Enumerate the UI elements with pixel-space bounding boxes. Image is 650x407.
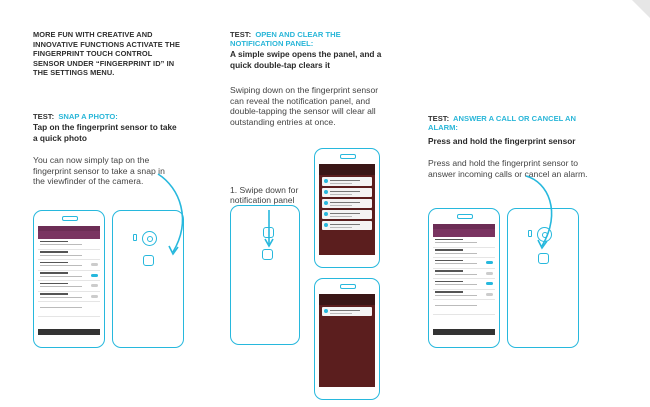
photo-test-prefix: TEST: (33, 112, 55, 121)
notification-cleared-screen (319, 294, 375, 387)
phone-notification-open (314, 148, 380, 268)
photo-subtitle: Tap on the fingerprint sensor to take a quick photo (33, 122, 177, 143)
call-subtitle: Press and hold the fingerprint sensor (428, 136, 576, 146)
phone-settings-screen-1 (33, 210, 105, 348)
settings-screen (38, 226, 100, 335)
page-corner (632, 0, 650, 18)
notification-panel-screen (319, 164, 375, 255)
notification-test-prefix: TEST: (230, 30, 252, 39)
earpiece-icon (457, 214, 473, 219)
notification-subtitle: A simple swipe opens the panel, and a quick double-tap clears it (230, 49, 382, 70)
phone-notification-cleared (314, 278, 380, 400)
settings-screen (433, 224, 495, 335)
call-test-prefix: TEST: (428, 114, 450, 123)
hold-arrow-icon (520, 172, 580, 262)
step-swipe-label: 1. Swipe down for notification panel (230, 185, 299, 206)
call-body: Press and hold the fingerprint sensor to answer incoming calls or cancel an alarm. (428, 158, 588, 179)
photo-body: You can now simply tap on the fingerprint sensor to take a snap in the viewfinder of the camera. (33, 155, 165, 187)
phone-settings-screen-2 (428, 208, 500, 348)
earpiece-icon (340, 284, 356, 289)
notification-body: Swiping down on the fingerprint sensor can reveal the notification panel, and double-tapping the sensor will clear all outstanding entries at once. (230, 85, 379, 127)
swipe-down-arrow-icon (257, 208, 281, 268)
photo-test-title: SNAP A PHOTO: (58, 112, 118, 121)
tap-arrow-icon (140, 170, 200, 270)
intro-heading: MORE FUN WITH CREATIVE AND INNOVATIVE FUNCTIONS ACTIVATE THE FINGERPRINT TOUCH CONTROL SENSOR UNDER “FINGERPRINT ID” IN THE SETTINGS MENU. (33, 30, 181, 78)
call-test-title: ANSWER A CALL OR CANCEL AN ALARM: (428, 114, 576, 132)
notification-test-heading (230, 30, 380, 48)
notification-test-title: OPEN AND CLEAR THE NOTIFICATION PANEL: (230, 30, 341, 48)
flash-icon (133, 234, 137, 241)
photo-test-heading (33, 112, 183, 121)
earpiece-icon (62, 216, 78, 221)
call-test-heading (428, 114, 578, 132)
earpiece-icon (340, 154, 356, 159)
